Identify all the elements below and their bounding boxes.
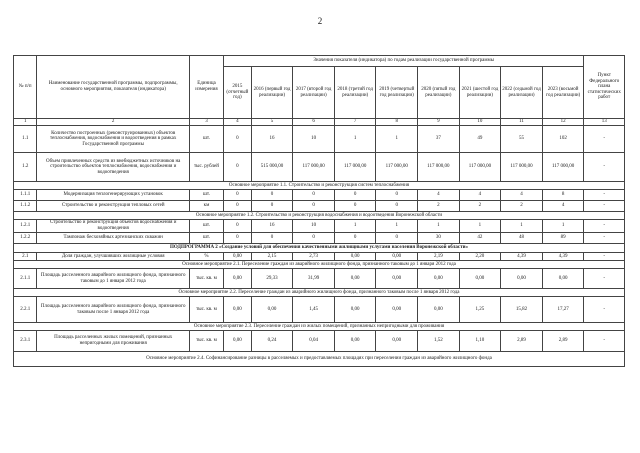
table-row xyxy=(14,220,625,233)
column-number: 13 xyxy=(584,119,625,126)
unit-cell: шт. xyxy=(189,126,223,153)
section-title: Основное мероприятие 2.3. Переселение граждан из жилых помещений, признанных непригодными для проживания xyxy=(14,323,625,331)
value-cell: 117 000,00 xyxy=(334,153,376,182)
column-number: 12 xyxy=(542,119,584,126)
value-cell: 1 xyxy=(334,220,376,233)
table-row xyxy=(14,331,625,352)
value-cell: 0 xyxy=(293,201,335,212)
column-number: 9 xyxy=(418,119,460,126)
value-cell: 2,73 xyxy=(293,253,335,261)
value-cell: 1,10 xyxy=(459,331,501,352)
unit-cell: тыс. кв. м xyxy=(189,297,223,323)
value-cell: 1,25 xyxy=(459,297,501,323)
value-cell: 0 xyxy=(376,233,418,244)
indicator-name: Количество построенных (реконструированных) объектов теплоснабжения, водоснабжения и водоотведения в рамках Государственной программы xyxy=(37,126,189,153)
header-year: 2019 (четвертый год реализации) xyxy=(376,67,418,119)
value-cell: 2 xyxy=(418,201,460,212)
column-number: 5 xyxy=(251,119,293,126)
value-cell: 1 xyxy=(542,220,584,233)
value-cell: 0,00 xyxy=(224,269,252,289)
indicator-name: Площадь расселенного аварийного жилищного фонда, признанного таковым после 1 января 2012 года xyxy=(37,297,189,323)
row-number: 1.1.1 xyxy=(14,190,37,201)
value-cell: 0 xyxy=(251,201,293,212)
header-year: 2021 (шестой год реализации) xyxy=(459,67,501,119)
unit-cell: шт. xyxy=(189,190,223,201)
value-cell: 0 xyxy=(224,220,252,233)
value-cell: 2,20 xyxy=(459,253,501,261)
value-cell: 2 xyxy=(459,201,501,212)
table-row xyxy=(14,126,625,153)
value-cell: 0,00 xyxy=(224,297,252,323)
value-cell: 0,24 xyxy=(251,331,293,352)
indicator-name: Строительство и реконструкция объектов водоснабжения и водоотведения xyxy=(37,220,189,233)
value-cell: 49 xyxy=(459,126,501,153)
value-cell: 0,00 xyxy=(224,331,252,352)
value-cell: 0 xyxy=(293,233,335,244)
column-number: 7 xyxy=(334,119,376,126)
unit-cell: % xyxy=(189,253,223,261)
table-row xyxy=(14,233,625,244)
row-number: 1.1.2 xyxy=(14,201,37,212)
value-cell: - xyxy=(584,253,625,261)
header-fed-plan: Пункт Федерального плана статистических работ xyxy=(584,56,625,119)
value-cell: 0,00 xyxy=(376,269,418,289)
value-cell: 117 000,00 xyxy=(501,153,543,182)
value-cell: 16 xyxy=(251,220,293,233)
value-cell: 4 xyxy=(542,201,584,212)
value-cell: 117 000,00 xyxy=(459,153,501,182)
section-title: Основное мероприятие 2.4. Софинансирование разницы в расселяемых и предоставляемых площадях при переселении граждан из аварийного жилищного фонда xyxy=(14,352,625,367)
value-cell: 0 xyxy=(224,201,252,212)
column-number: 1 xyxy=(14,119,37,126)
value-cell: 2,19 xyxy=(418,253,460,261)
value-cell: 37 xyxy=(418,126,460,153)
value-cell: 0,00 xyxy=(376,253,418,261)
value-cell: 117 000,00 xyxy=(293,153,335,182)
value-cell: 1 xyxy=(376,220,418,233)
value-cell: 17,27 xyxy=(542,297,584,323)
value-cell: 0,00 xyxy=(251,297,293,323)
value-cell: 0,00 xyxy=(334,331,376,352)
row-number: 1.2.1 xyxy=(14,220,37,233)
table-row xyxy=(14,182,625,190)
page-number: 2 xyxy=(317,16,323,26)
header-year: 2017 (второй год реализации) xyxy=(293,67,335,119)
value-cell: 0 xyxy=(224,153,252,182)
value-cell: - xyxy=(584,269,625,289)
value-cell: 0 xyxy=(334,201,376,212)
value-cell: 16 xyxy=(251,126,293,153)
value-cell: 0,00 xyxy=(501,269,543,289)
value-cell: 2,89 xyxy=(542,331,584,352)
value-cell: 8 xyxy=(542,190,584,201)
value-cell: - xyxy=(584,201,625,212)
column-number: 2 xyxy=(37,119,189,126)
column-number: 11 xyxy=(501,119,543,126)
column-number: 8 xyxy=(376,119,418,126)
value-cell: 2,89 xyxy=(501,331,543,352)
value-cell: 0 xyxy=(334,233,376,244)
value-cell: 10 xyxy=(293,220,335,233)
value-cell: 0,00 xyxy=(334,253,376,261)
indicator-name: Тампонаж бесхозяйных артезианских скважин xyxy=(37,233,189,244)
header-unit: Единица измерения xyxy=(189,56,223,119)
indicator-name: Площадь расселенных жилых помещений, признанных непригодными для проживания xyxy=(37,331,189,352)
value-cell: 1 xyxy=(418,220,460,233)
value-cell: 117 000,00 xyxy=(418,153,460,182)
indicator-name: Доля граждан, улучшивших жилищные условия xyxy=(37,253,189,261)
value-cell: 1,52 xyxy=(418,331,460,352)
indicators-table xyxy=(13,55,625,367)
row-number: 2.1 xyxy=(14,253,37,261)
indicator-name: Модернизация теплогенерирующих установок xyxy=(37,190,189,201)
indicator-name: Объем привлеченных средств из внебюджетных источников на строительство объектов теплоснабжения, водоснабжения и водоотведения xyxy=(37,153,189,182)
value-cell: 0 xyxy=(224,126,252,153)
value-cell: 0 xyxy=(334,190,376,201)
header-year: 2015 (отчетный год) xyxy=(224,67,252,119)
value-cell: 1,45 xyxy=(293,297,335,323)
value-cell: 15,82 xyxy=(501,297,543,323)
value-cell: - xyxy=(584,126,625,153)
value-cell: - xyxy=(584,331,625,352)
table-row xyxy=(14,253,625,261)
header-year: 2020 (пятый год реализации) xyxy=(418,67,460,119)
row-number: 1.1 xyxy=(14,126,37,153)
unit-cell: шт. xyxy=(189,233,223,244)
indicator-name: Строительство и реконструкция тепловых сетей xyxy=(37,201,189,212)
value-cell: 0 xyxy=(293,190,335,201)
value-cell: 55 xyxy=(501,126,543,153)
table-row xyxy=(14,352,625,367)
value-cell: 29,33 xyxy=(251,269,293,289)
column-number: 6 xyxy=(293,119,335,126)
value-cell: 4,39 xyxy=(542,253,584,261)
unit-cell: шт. xyxy=(189,220,223,233)
header-values-title: Значения показателя (индикатора) по годам реализации государственной программы xyxy=(224,56,584,67)
row-number: 2.2.1 xyxy=(14,297,37,323)
value-cell: 0,00 xyxy=(418,297,460,323)
value-cell: 0,04 xyxy=(293,331,335,352)
subprogram-title: ПОДПРОГРАММА 2 «Создание условий для обеспечения качественными жилищными услугами населения Воронежской области» xyxy=(14,244,625,253)
row-number: 1.2.2 xyxy=(14,233,37,244)
value-cell: 1 xyxy=(376,126,418,153)
value-cell: 48 xyxy=(501,233,543,244)
section-title: Основное мероприятие 1.1. Строительство и реконструкция систем теплоснабжения xyxy=(14,182,625,190)
value-cell: 0,00 xyxy=(418,269,460,289)
value-cell: 515 000,00 xyxy=(251,153,293,182)
table-row xyxy=(14,190,625,201)
value-cell: 31,99 xyxy=(293,269,335,289)
header-year: 2023 (восьмой год реализации) xyxy=(542,67,584,119)
value-cell: - xyxy=(584,220,625,233)
header-year: 2018 (третий год реализации) xyxy=(334,67,376,119)
value-cell: 0,00 xyxy=(334,297,376,323)
unit-cell: тыс. кв. м xyxy=(189,331,223,352)
section-title: Основное мероприятие 2.2. Переселение граждан из аварийного жилищного фонда, признанного таковым после 1 января 2012 года xyxy=(14,289,625,297)
value-cell: - xyxy=(584,153,625,182)
table-row xyxy=(14,297,625,323)
table-row xyxy=(14,244,625,253)
table-row xyxy=(14,323,625,331)
value-cell: 0,00 xyxy=(334,269,376,289)
value-cell: 102 xyxy=(542,126,584,153)
value-cell: 0 xyxy=(376,201,418,212)
header-name: Наименование государственной программы, подпрограммы, основного мероприятия, показателя (индикатора) xyxy=(37,56,189,119)
table-row xyxy=(14,153,625,182)
row-number: 1.2 xyxy=(14,153,37,182)
column-number: 10 xyxy=(459,119,501,126)
unit-cell: тыс. рублей xyxy=(189,153,223,182)
value-cell: 4 xyxy=(418,190,460,201)
table-row xyxy=(14,201,625,212)
value-cell: 0,00 xyxy=(459,269,501,289)
table-row xyxy=(14,212,625,220)
value-cell: 42 xyxy=(459,233,501,244)
value-cell: 2,15 xyxy=(251,253,293,261)
column-number: 4 xyxy=(224,119,252,126)
value-cell: 117 000,00 xyxy=(376,153,418,182)
value-cell: 117 000,00 xyxy=(542,153,584,182)
value-cell: 89 xyxy=(542,233,584,244)
table-row xyxy=(14,269,625,289)
value-cell: 0 xyxy=(251,190,293,201)
value-cell: 0 xyxy=(376,190,418,201)
row-number: 2.3.1 xyxy=(14,331,37,352)
table-row xyxy=(14,261,625,269)
value-cell: 2 xyxy=(501,201,543,212)
value-cell: 0,00 xyxy=(542,269,584,289)
header-num: № п/п xyxy=(14,56,37,119)
value-cell: 0,00 xyxy=(376,331,418,352)
unit-cell: тыс. кв. м xyxy=(189,269,223,289)
header-year: 2022 (седьмой год реализации) xyxy=(501,67,543,119)
row-number: 2.1.1 xyxy=(14,269,37,289)
value-cell: - xyxy=(584,297,625,323)
value-cell: 0 xyxy=(251,233,293,244)
section-title: Основное мероприятие 2.1. Переселение граждан из аварийного жилищного фонда, признанного таковым до 1 января 2012 года xyxy=(14,261,625,269)
value-cell: - xyxy=(584,233,625,244)
value-cell: 1 xyxy=(501,220,543,233)
section-title: Основное мероприятие 1.2. Строительство и реконструкция водоснабжения и водоотведения Воронежской области xyxy=(14,212,625,220)
value-cell: 10 xyxy=(293,126,335,153)
table-row xyxy=(14,289,625,297)
value-cell: 4 xyxy=(501,190,543,201)
value-cell: - xyxy=(584,190,625,201)
column-number: 3 xyxy=(189,119,223,126)
value-cell: 1 xyxy=(334,126,376,153)
indicator-name: Площадь расселенного аварийного жилищного фонда, признанного таковым до 1 января 2012 года xyxy=(37,269,189,289)
unit-cell: км xyxy=(189,201,223,212)
value-cell: 0,00 xyxy=(224,253,252,261)
value-cell: 0,00 xyxy=(376,297,418,323)
value-cell: 0 xyxy=(224,190,252,201)
value-cell: 4 xyxy=(459,190,501,201)
value-cell: 30 xyxy=(418,233,460,244)
value-cell: 4,39 xyxy=(501,253,543,261)
header-year: 2016 (первый год реализации) xyxy=(251,67,293,119)
value-cell: 0 xyxy=(224,233,252,244)
value-cell: 1 xyxy=(459,220,501,233)
